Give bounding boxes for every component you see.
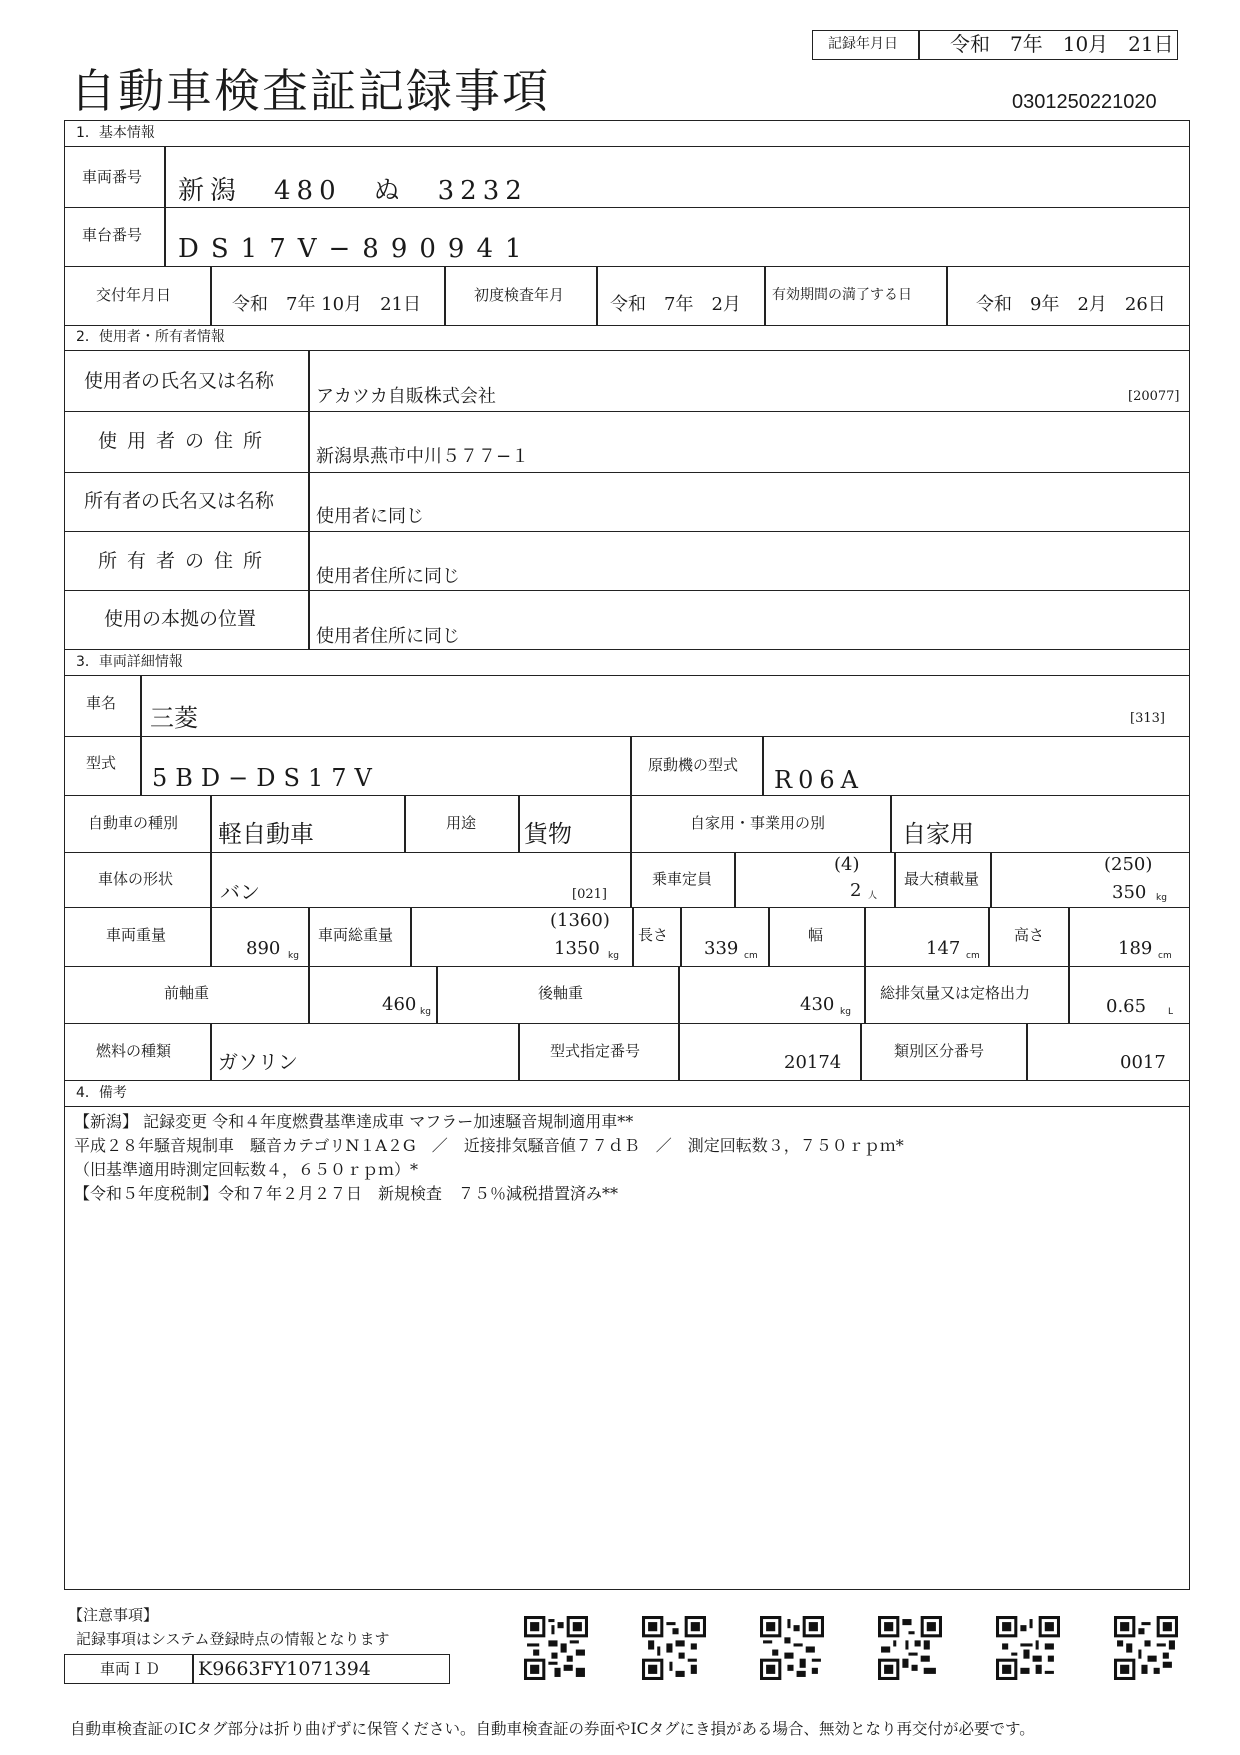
dates-div-2	[444, 266, 446, 326]
gross-paren: (1360)	[550, 910, 610, 931]
expiry-value: 令和 9年 2月 26日	[976, 294, 1166, 315]
body-divider-4	[894, 852, 896, 908]
model-value: 5BD−DS17V	[152, 764, 380, 792]
kind-divider-1	[210, 795, 212, 853]
user-name-divider	[308, 350, 310, 412]
vehicle-id-divider	[192, 1654, 194, 1684]
remark-line-4: 【令和５年度税制】令和７年２月２７日 新規検査 ７５％減税措置済み**	[74, 1184, 619, 1203]
maxload-unit: kg	[1156, 893, 1167, 903]
remark-line-3: （旧基準適用時測定回転数４，６５０ｒｐｍ）*	[74, 1160, 419, 1179]
make-divider	[140, 675, 142, 737]
qr-code-icon	[996, 1616, 1060, 1680]
engine-value: R06A	[774, 766, 864, 794]
fuel-label: 燃料の種類	[96, 1042, 172, 1060]
qr-code-icon	[524, 1616, 588, 1680]
maxload-label: 最大積載量	[904, 870, 980, 888]
user-addr-value: 新潟県燕市中川５７７−１	[316, 446, 530, 467]
height-value: 189	[1118, 938, 1153, 959]
qr-code-icon	[642, 1616, 706, 1680]
section1-heading: 1．基本情報	[76, 125, 155, 141]
plate-value: 新潟 480 ぬ 3232	[178, 176, 528, 206]
width-unit: cm	[966, 951, 980, 961]
page-title: 自動車検査証記録事項	[70, 64, 550, 118]
model-divider-3	[762, 736, 764, 796]
base-value: 使用者住所に同じ	[316, 626, 460, 647]
owner-name-value: 使用者に同じ	[316, 506, 424, 527]
dates-div-3	[596, 266, 598, 326]
model-divider-1	[140, 736, 142, 796]
axle-divider-3	[678, 966, 680, 1024]
dim-divider-1	[210, 907, 212, 967]
dim-divider-5	[680, 907, 682, 967]
base-label: 使用の本拠の位置	[104, 608, 257, 630]
fuel-divider-3	[678, 1023, 680, 1081]
user-addr-label: 使用者の住所	[98, 430, 273, 452]
owner-name-label: 所有者の氏名又は名称	[84, 490, 275, 512]
body-label: 車体の形状	[98, 870, 174, 888]
record-date-divider	[918, 30, 920, 60]
make-code: [313]	[1130, 711, 1165, 726]
body-value: バン	[220, 880, 260, 904]
plate-label: 車両番号	[82, 168, 143, 186]
dim-divider-9	[1068, 907, 1070, 967]
user-name-label: 使用者の氏名又は名称	[84, 370, 275, 392]
dim-divider-7	[864, 907, 866, 967]
use-label: 用途	[446, 814, 477, 832]
user-name-value: アカツカ自販株式会社	[316, 386, 496, 407]
make-label: 車名	[86, 694, 117, 712]
rear-axle-unit: kg	[840, 1007, 851, 1017]
fuel-divider-5	[1026, 1023, 1028, 1081]
front-axle-label: 前軸重	[164, 984, 210, 1002]
chassis-label: 車台番号	[82, 226, 143, 244]
body-divider-2	[630, 852, 632, 908]
maxload-value: 350	[1112, 882, 1147, 903]
kind-value: 軽自動車	[218, 820, 314, 848]
dates-div-4	[764, 266, 766, 326]
axle-divider-1	[308, 966, 310, 1024]
fuel-divider-2	[518, 1023, 520, 1081]
user-addr-divider	[308, 411, 310, 473]
record-date-label: 記録年月日	[828, 36, 898, 52]
private-value: 自家用	[902, 820, 974, 848]
body-code: [021]	[572, 887, 607, 902]
axle-divider-5	[1068, 966, 1070, 1024]
model-divider-2	[630, 736, 632, 796]
width-label: 幅	[808, 926, 824, 944]
section2-heading: 2．使用者・所有者情報	[76, 329, 225, 345]
qr-code-icon	[760, 1616, 824, 1680]
section3-heading: 3．車両詳細情報	[76, 654, 183, 670]
body-divider-3	[734, 852, 736, 908]
kind-divider-4	[630, 795, 632, 853]
dates-div-1	[210, 266, 212, 326]
weight-value: 890	[246, 938, 281, 959]
private-label: 自家用・事業用の別	[690, 814, 826, 832]
body-divider-5	[990, 852, 992, 908]
owner-addr-value: 使用者住所に同じ	[316, 566, 460, 587]
vehicle-id-label: 車両ＩＤ	[100, 1660, 161, 1678]
qr-code-icon	[878, 1616, 942, 1680]
base-divider	[308, 590, 310, 650]
height-unit: cm	[1158, 951, 1172, 961]
first-inspection-label: 初度検査年月	[474, 286, 565, 304]
owner-addr-label: 所有者の住所	[98, 550, 273, 572]
gross-value: 1350	[554, 938, 600, 959]
width-value: 147	[926, 938, 961, 959]
issue-date-value: 令和 7年 10月 21日	[232, 294, 421, 315]
user-name-code: [20077]	[1128, 389, 1180, 404]
category-no-value: 0017	[1120, 1052, 1166, 1073]
chassis-divider	[164, 207, 166, 267]
front-axle-value: 460	[382, 994, 417, 1015]
owner-addr-divider	[308, 531, 310, 591]
dim-divider-6	[768, 907, 770, 967]
use-value: 貨物	[524, 820, 572, 848]
kind-divider-2	[404, 795, 406, 853]
engine-label: 原動機の型式	[648, 756, 739, 774]
qr-code-icon	[1114, 1616, 1178, 1680]
displacement-label: 総排気量又は定格出力	[880, 984, 1031, 1002]
dim-divider-3	[410, 907, 412, 967]
kind-divider-3	[518, 795, 520, 853]
fuel-divider-4	[860, 1023, 862, 1081]
make-row	[64, 675, 1190, 737]
front-axle-unit: kg	[420, 1007, 431, 1017]
body-divider-1	[210, 852, 212, 908]
make-value: 三菱	[150, 704, 198, 732]
first-inspection-value: 令和 7年 2月	[610, 294, 741, 315]
weight-unit: kg	[288, 951, 299, 961]
notice-heading: 【注意事項】	[68, 1606, 159, 1624]
axle-divider-2	[436, 966, 438, 1024]
maxload-paren: (250)	[1104, 854, 1153, 875]
dim-divider-2	[308, 907, 310, 967]
chassis-value: DS17V−890941	[178, 234, 534, 264]
remark-line-1: 【新潟】 記録変更 令和４年度燃費基準達成車 マフラー加速騒音規制適用車**	[74, 1112, 634, 1131]
fuel-value: ガソリン	[218, 1050, 298, 1074]
document-number: 0301250221020	[1012, 91, 1157, 113]
capacity-label: 乗車定員	[652, 870, 713, 888]
axle-divider-4	[864, 966, 866, 1024]
capacity-unit: 人	[868, 891, 878, 901]
length-value: 339	[704, 938, 739, 959]
bottom-note: 自動車検査証のICタグ部分は折り曲げずに保管ください。自動車検査証の券面やICタグにき損がある場合、無効となり再交付が必要です。	[70, 1720, 1035, 1738]
rear-axle-value: 430	[800, 994, 835, 1015]
dim-divider-8	[988, 907, 990, 967]
weight-label: 車両重量	[106, 926, 167, 944]
rear-axle-label: 後軸重	[538, 984, 584, 1002]
gross-label: 車両総重量	[318, 926, 394, 944]
displacement-value: 0.65	[1106, 996, 1147, 1017]
vehicle-id-value: K9663FY1071394	[198, 1658, 371, 1680]
length-label: 長さ	[638, 926, 669, 944]
section4-heading: 4．備考	[76, 1085, 127, 1101]
issue-date-label: 交付年月日	[96, 286, 172, 304]
record-date-value: 令和 7年 10月 21日	[950, 32, 1174, 56]
gross-unit: kg	[608, 951, 619, 961]
model-label: 型式	[86, 754, 117, 772]
kind-label: 自動車の種別	[88, 814, 179, 832]
capacity-paren: (4)	[834, 854, 860, 875]
capacity-value: 2	[850, 880, 862, 901]
expiry-label: 有効期間の満了する日	[772, 287, 912, 303]
type-no-label: 型式指定番号	[550, 1042, 641, 1060]
height-label: 高さ	[1014, 926, 1045, 944]
kind-divider-5	[890, 795, 892, 853]
dim-divider-4	[632, 907, 634, 967]
remark-line-2: 平成２８年騒音規制車 騒音カテゴリN１A２G ／ 近接排気騒音値７７ｄＢ ／ 測定回転数３，７５０ｒｐｍ*	[74, 1136, 904, 1155]
length-unit: cm	[744, 951, 758, 961]
fuel-divider-1	[210, 1023, 212, 1081]
displacement-unit: L	[1168, 1007, 1174, 1017]
type-no-value: 20174	[784, 1052, 842, 1073]
category-no-label: 類別区分番号	[894, 1042, 985, 1060]
notice-text: 記録事項はシステム登録時点の情報となります	[76, 1630, 390, 1648]
plate-divider	[164, 146, 166, 208]
dates-div-5	[946, 266, 948, 326]
owner-name-divider	[308, 472, 310, 532]
